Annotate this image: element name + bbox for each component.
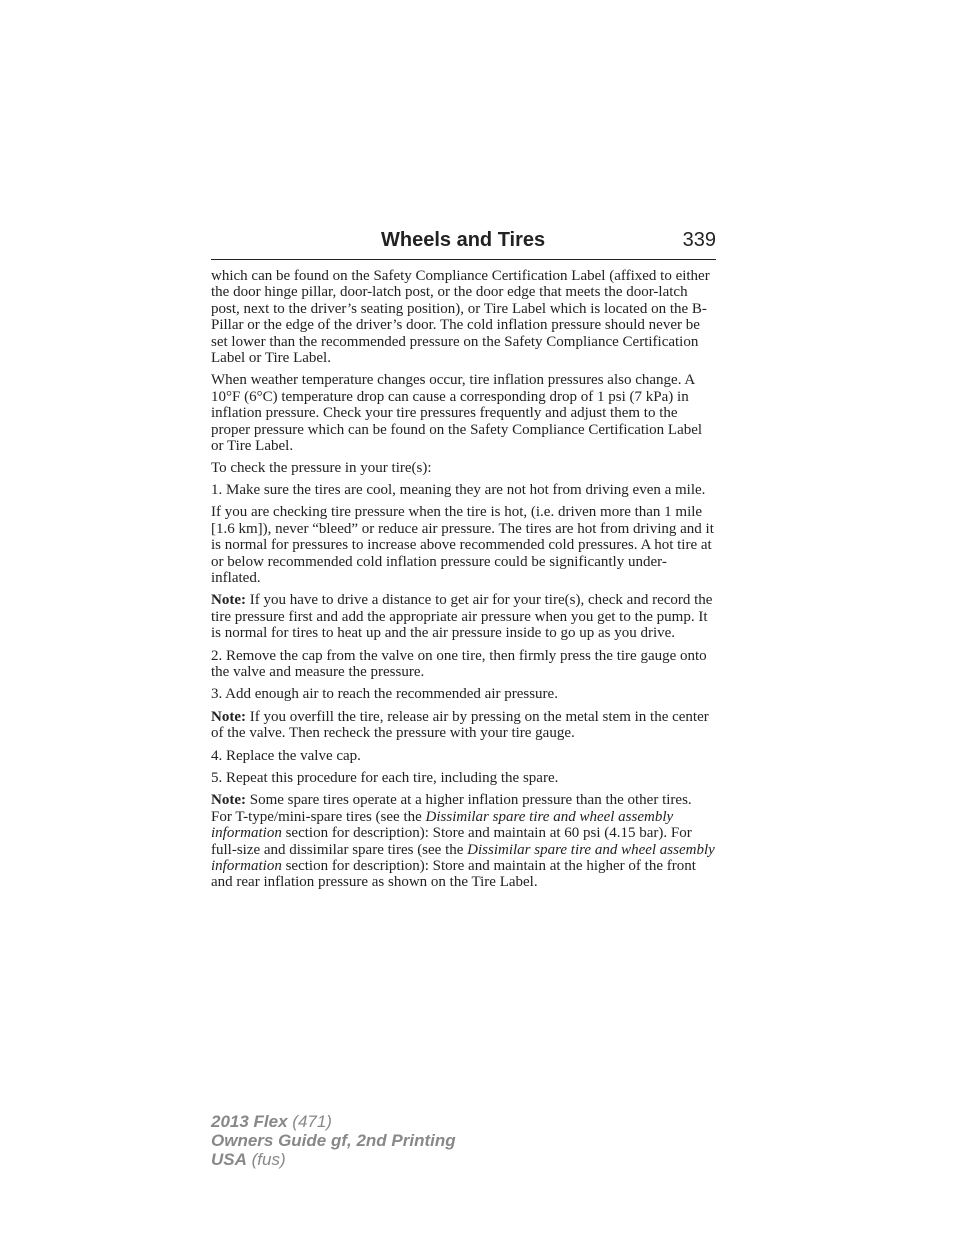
note-text: Some spare tires operate at a higher inflation pressure than the other tires. For T-type/mini-spare tires (see the <box>211 792 692 825</box>
step-1: 1. Make sure the tires are cool, meaning they are not hot from driving even a mile. <box>211 481 706 498</box>
cross-reference: Dissimilar spare tire and wheel assembly information <box>211 841 715 874</box>
paragraph-continued: which can be found on the Safety Compliance Certification Label (affixed to either the door hinge pillar, door-latch post, or the door edge that meets the door-latch post, next to the driver’s seating position), or Tire Label which is located on the B-Pillar or the edge of the driver’s door. The cold inflation pressure should never be set lower than the recommended pressure on the Safety Compliance Certification Label or Tire Label. <box>211 268 710 367</box>
cross-reference: Dissimilar spare tire and wheel assembly information <box>211 808 674 842</box>
page-body <box>211 268 716 897</box>
note-2 <box>211 709 716 742</box>
page-number: 339 <box>682 229 716 251</box>
note-text: If you have to drive a distance to get air for your tire(s), check and record the tire pressure first and add the appropriate air pressure when you get to the pump. It is normal for tires to heat up and the air pressure inside to go up as you drive. <box>211 592 713 642</box>
step-3: 3. Add enough air to reach the recommended air pressure. <box>211 686 558 703</box>
note-text: section for description): Store and maintain at the higher of the front and rear inflation pressure as shown on the Tire Label. <box>211 858 696 891</box>
page-header <box>211 229 716 260</box>
footer-guide-line: Owners Guide gf, 2nd Printing <box>211 1131 456 1150</box>
page-footer <box>211 1112 456 1169</box>
footer-model-line: 2013 Flex (471) <box>211 1112 332 1131</box>
step-2: 2. Remove the cap from the valve on one tire, then firmly press the tire gauge onto the valve and measure the pressure. <box>211 647 707 680</box>
paragraph-hot-tire: If you are checking tire pressure when the tire is hot, (i.e. driven more than 1 mile [1.6 km]), never “bleed” or reduce air pressure. The tires are hot from driving and it is normal for pressures to increase above recommended cold pressures. A hot tire at or below recommended cold inflation pressure could be significantly under-inflated. <box>211 504 714 586</box>
paragraph-temperature: When weather temperature changes occur, tire inflation pressures also change. A 10°F (6°C) temperature drop can cause a corresponding drop of 1 psi (7 kPa) in inflation pressure. Check your tire pressures frequently and adjust them to the proper pressure which can be found on the Safety Compliance Certification Label or Tire Label. <box>211 372 703 455</box>
note-text: section for description): Store and maintain at 60 psi (4.15 bar). For full-size and dissimilar spare tires (see the <box>211 825 692 858</box>
note-1 <box>211 592 716 641</box>
note-label: Note: <box>211 708 246 725</box>
note-3 <box>211 792 716 890</box>
footer-region-line: USA (fus) <box>211 1150 286 1169</box>
note-text: If you overfill the tire, release air by pressing on the metal stem in the center of the valve. Then recheck the pressure with your tire gauge. <box>211 708 709 742</box>
section-title: Wheels and Tires <box>381 229 546 251</box>
step-4: 4. Replace the valve cap. <box>211 747 361 764</box>
paragraph-intro: To check the pressure in your tire(s): <box>211 460 432 477</box>
step-5: 5. Repeat this procedure for each tire, including the spare. <box>211 769 559 786</box>
note-label: Note: <box>211 792 246 809</box>
note-label: Note: <box>211 592 246 609</box>
